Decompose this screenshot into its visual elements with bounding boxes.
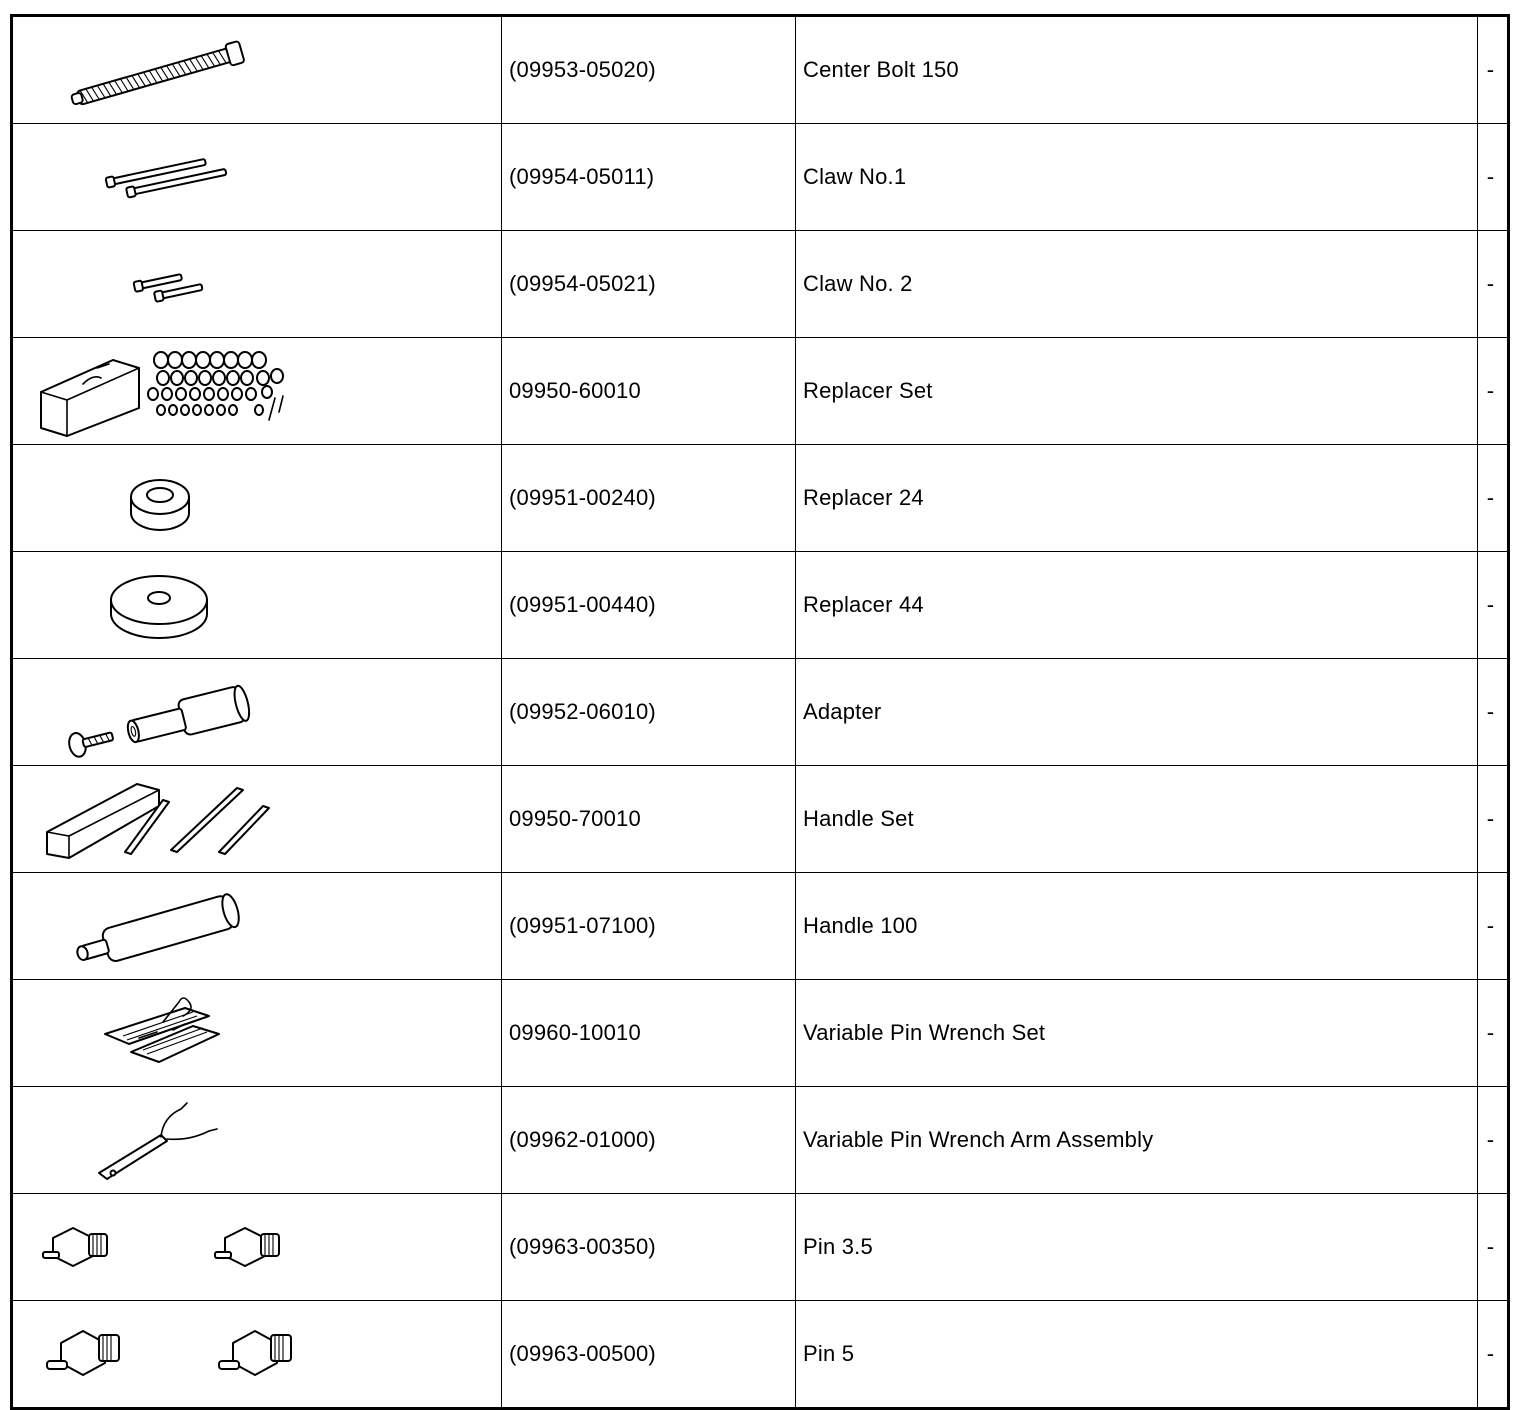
tool-name: Claw No.1 bbox=[796, 124, 1478, 231]
claw-no1-icon bbox=[13, 124, 503, 230]
tool-name: Pin 5 bbox=[796, 1301, 1478, 1409]
note: - bbox=[1478, 552, 1509, 659]
tool-illustration-cell bbox=[12, 1194, 502, 1301]
note: - bbox=[1478, 338, 1509, 445]
tool-illustration-cell bbox=[12, 552, 502, 659]
table-row bbox=[12, 1301, 1509, 1409]
part-number: (09952-06010) bbox=[502, 659, 796, 766]
note: - bbox=[1478, 1301, 1509, 1409]
part-number: (09954-05021) bbox=[502, 231, 796, 338]
tool-name: Center Bolt 150 bbox=[796, 16, 1478, 124]
tool-illustration-cell bbox=[12, 980, 502, 1087]
tool-name: Claw No. 2 bbox=[796, 231, 1478, 338]
table-row bbox=[12, 980, 1509, 1087]
table-row bbox=[12, 1087, 1509, 1194]
tool-illustration-cell bbox=[12, 873, 502, 980]
tool-illustration-cell bbox=[12, 16, 502, 124]
table-row bbox=[12, 338, 1509, 445]
tool-name: Variable Pin Wrench Arm Assembly bbox=[796, 1087, 1478, 1194]
tool-name: Replacer 24 bbox=[796, 445, 1478, 552]
part-number: 09950-60010 bbox=[502, 338, 796, 445]
table-row bbox=[12, 766, 1509, 873]
part-number: (09951-07100) bbox=[502, 873, 796, 980]
table-row bbox=[12, 552, 1509, 659]
tool-name: Handle Set bbox=[796, 766, 1478, 873]
handle-set-icon bbox=[13, 766, 503, 872]
center-bolt-icon bbox=[13, 17, 503, 123]
part-number: (09951-00240) bbox=[502, 445, 796, 552]
note: - bbox=[1478, 124, 1509, 231]
tool-illustration-cell bbox=[12, 338, 502, 445]
table-row bbox=[12, 231, 1509, 338]
adapter-icon bbox=[13, 659, 503, 765]
replacer-24-icon bbox=[13, 445, 503, 551]
tool-name: Pin 3.5 bbox=[796, 1194, 1478, 1301]
note: - bbox=[1478, 231, 1509, 338]
note: - bbox=[1478, 1087, 1509, 1194]
tool-illustration-cell bbox=[12, 1301, 502, 1409]
part-number: (09953-05020) bbox=[502, 16, 796, 124]
tool-illustration-cell bbox=[12, 766, 502, 873]
pin-3-5-icon bbox=[13, 1194, 503, 1300]
note: - bbox=[1478, 1194, 1509, 1301]
table-row bbox=[12, 445, 1509, 552]
tool-illustration-cell bbox=[12, 231, 502, 338]
tool-illustration-cell bbox=[12, 1087, 502, 1194]
part-number: (09951-00440) bbox=[502, 552, 796, 659]
note: - bbox=[1478, 873, 1509, 980]
note: - bbox=[1478, 445, 1509, 552]
pin-5-icon bbox=[13, 1301, 503, 1407]
table-row bbox=[12, 124, 1509, 231]
pin-wrench-arm-icon bbox=[13, 1087, 503, 1193]
tool-name: Variable Pin Wrench Set bbox=[796, 980, 1478, 1087]
tool-name: Handle 100 bbox=[796, 873, 1478, 980]
replacer-44-icon bbox=[13, 552, 503, 658]
table-row bbox=[12, 16, 1509, 124]
special-tools-table bbox=[10, 14, 1510, 1410]
tool-name: Replacer Set bbox=[796, 338, 1478, 445]
tool-name: Adapter bbox=[796, 659, 1478, 766]
note: - bbox=[1478, 16, 1509, 124]
tool-illustration-cell bbox=[12, 445, 502, 552]
part-number: (09962-01000) bbox=[502, 1087, 796, 1194]
part-number: (09954-05011) bbox=[502, 124, 796, 231]
tool-illustration-cell bbox=[12, 659, 502, 766]
tool-illustration-cell bbox=[12, 124, 502, 231]
table-row bbox=[12, 873, 1509, 980]
part-number: (09963-00350) bbox=[502, 1194, 796, 1301]
table-row bbox=[12, 1194, 1509, 1301]
part-number: 09960-10010 bbox=[502, 980, 796, 1087]
note: - bbox=[1478, 659, 1509, 766]
note: - bbox=[1478, 766, 1509, 873]
handle-100-icon bbox=[13, 873, 503, 979]
part-number: (09963-00500) bbox=[502, 1301, 796, 1409]
table-row bbox=[12, 659, 1509, 766]
part-number: 09950-70010 bbox=[502, 766, 796, 873]
replacer-set-icon bbox=[13, 338, 503, 444]
pin-wrench-set-icon bbox=[13, 980, 503, 1086]
claw-no2-icon bbox=[13, 231, 503, 337]
note: - bbox=[1478, 980, 1509, 1087]
tool-name: Replacer 44 bbox=[796, 552, 1478, 659]
